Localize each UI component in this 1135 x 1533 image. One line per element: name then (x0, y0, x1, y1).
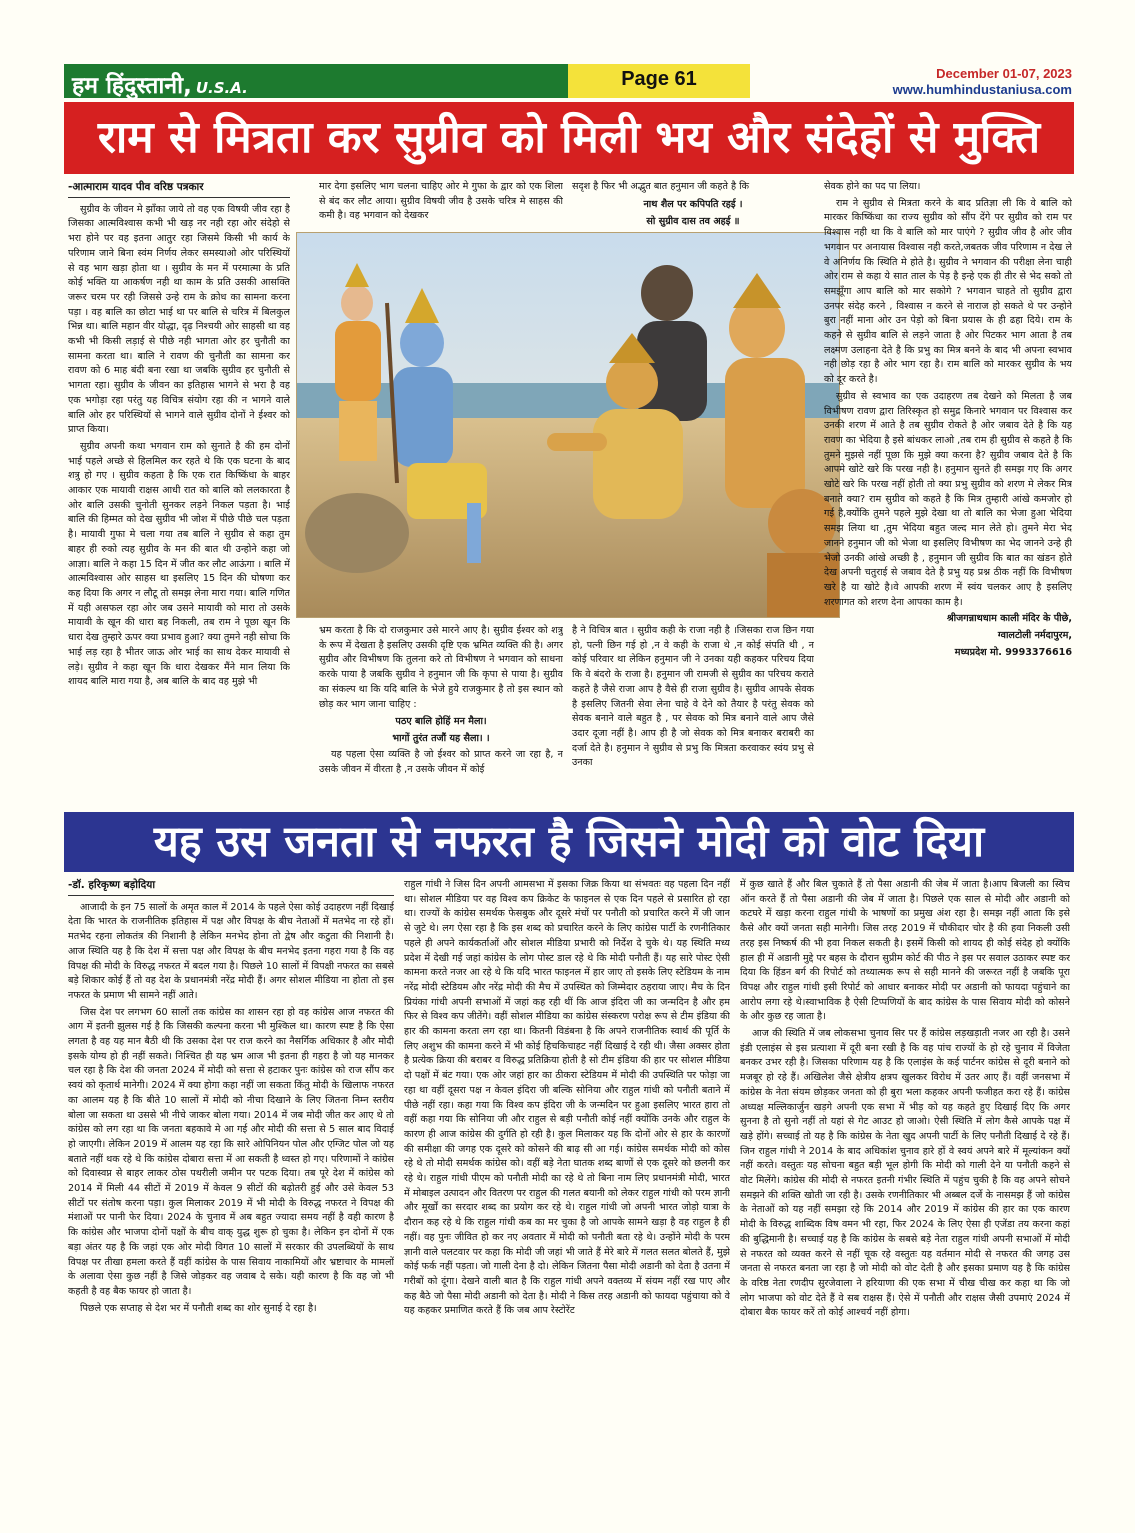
article2-column-2 (404, 878, 730, 1474)
illustration-svg (297, 233, 840, 618)
article2-headline: यह उस जनता से नफरत है जिसने मोदी को वोट दिया (64, 812, 1074, 872)
article1-column-3-bottom (572, 624, 814, 808)
author-contact: मध्यप्रदेश मो. 9993376616 (954, 646, 1072, 658)
article1-paragraph: सुग्रीव अपनी कथा भगवान राम को सुनाते है की हम दोनों भाई पहले अच्छे से हिलमिल कर रहते थे कि एक घटना के बाद शत्रु हो गए । सुग्रीव कहता है कि एक रात किष्किंधा के बाहर आकार एक मायावी राक्षस आधी रात को बालि को ललकारता है ओर बालि उसकी चुनोती सुनकर लड़ने निकल पड़ता है। भाई बालि की हिम्मत को देख सुग्रीव भी जोश में पीछे पीछे चल पड़ता है। मायावी गुफा मे चला गया तब बालि ने सुग्रीव से कहा तुम बाहर ही रुको त्यह सुग्रीव के मन की बात थी उन्होने कहा जो आज्ञा। बालि ने कहा 15 दिन में जीत कर लौट आऊंगा । बालि में आत्मविश्वास ओर साहस था इसलिए 15 दिन की घोषणा कर कह दिया कि अगर न लौटू तो समझ लेना मारा गया। बालि गणित में यही असफल रहा ओर जब उसने मायावी को मारा तो उसके मायावी के खून की धारा बह निकली, तब राम ने पूछा खून कि धारा देख तुम्हारे ऊपर क्या प्रभाव हुआ? क्या तुमने नही सोचा कि भाई लड़ रहा है भीतर जाऊ ओर भाई का साथ देकर मायावी से लड़े। सुग्रीव ने कहा खून कि धारा देखकर मैंने मान लिया कि शायद बालि मारा गया है, अब बालि के बाद वह मुझे भी (68, 440, 290, 688)
verse-line: नाथ शैल पर कपिपति रहई । (643, 198, 743, 210)
article2-paragraph: राहुल गांधी ने जिस दिन अपनी आमसभा में इसका जिक्र किया था संभवतः वह पहला दिन नहीं था। सोशल मीडिया पर वह विश्व कप क्रिकेट के फाइनल से एक दिन पहले से प्रसारित हो रहा था। राज्यों के कांग्रेस समर्थक फेसबुक और दूसरे मंचों पर पनौती को प्रचारित करने में जी जान से जुटे थे। लग ऐसा रहा है कि इस शब्द को प्रचारित करने के लिए कांग्रेस पार्टी के रणनीतिकार पहले ही अपने कार्यकर्ताओं और सोशल मीडिया प्रभारी को निर्देश दे चुके थे। यह स्थिति मध्य प्रदेश में देखी गई जहां कांग्रेस के लोग पोस्ट डाल रहे थे कि मोदी पनौती हैं। यह सारे पोस्ट ऐसी कामना करते नजर आ रहे थे कि यदि भारत फाइनल में हार जाए तो इसके लिए स्टेडियम के नाम नरेंद्र मोदी स्टेडियम और नरेंद्र मोदी की मैच में उपस्थित को जिम्मेदार ठहराया जाए। मैच के दिन प्रियंका गांधी अपनी सभाओं में जहां कह रही थीं कि आज इंदिरा जी का जन्मदिन है और हम फिर से विश्व कप जीतेंगे। वहीं सोशल मीडिया का कांग्रेस संस्करण परोक्ष रूप से टीम इंडिया की हार की कामना करता लग रहा था। कितनी विडंबना है कि अपने राजनीतिक स्वार्थ की पूर्ति के लिए अशुभ की कामना करने में भी कोई हिचकिचाहट नहीं दिखाई दे रही थी। जैसा अक्सर होता है प्रत्येक क्रिया की बराबर व विरुद्ध प्रतिक्रिया होती है सो टीम इंडिया की हार पर सोशल मीडिया दो पक्षों में बंट गया। एक ओर जहां हार का ठीकरा स्टेडियम में मोदी की उपस्थिति पर फोड़ा जा रहा था वहीं दूसरा पक्ष न केवल इंदिरा जी बल्कि सोनिया और राहुल गांधी को पनौती बताने में पीछे नहीं रहा। कहा गया कि विश्व कप इंदिरा जी के जन्मदिन पर हुआ इसलिए भारत हारा तो वहीं कहा गया कि सोनिया जी और राहुल से बड़ी पनौती कोई नहीं क्योंकि उनके और राहुल के कारण ही आज कांग्रेस की दुर्गति हो रही है। कुल मिलाकर यह कि दोनों ओर से हार के कारणों की समीक्षा की जगह एक दूसरे को कोसने की बाढ़ सी आ गई। कांग्रेस समर्थक मोदी को कोस रहे थे तो मोदी समर्थक कांग्रेस को। वहीं बड़े नेता घातक शब्द बाणों से एक दूसरे को छलनी कर रहे थे। राहुल गांधी पीएम को पनौती मोदी का रहे थे तो बिना नाम लिए प्रधानमंत्री मोदी, भारत में मोबाइल उत्पादन और वितरण पर राहुल की गलत बयानी को लेकर राहुल गांधी को परम ज्ञानी और मूर्खों का सरदार शब्द का प्रयोग कर रहे थे। राहुल गांधी जो अपनी भारत जोड़ो यात्रा के दौरान कह रहे थे कि राहुल गांधी कब का मर चुका है जो आपके सामने खड़ा है वह राहुल है ही नहीं। वह पुनः जीवित हो कर नए अवतार में मोदी को पनौती बता रहे थे। उन्होंने मोदी के परम ज्ञानी वाले पलटवार पर कहा कि मोदी जी जहां भी जाते हैं मेरे बारे में गलत सलत बोलते हैं, मुझे कोई फर्क नहीं पड़ता। जो गाली देना है दो। लेकिन जितना पैसा मोदी अडानी को देता है उतना में गरीबों को दूंगा। देखने वाली बात है कि राहुल गांधी अपने वक्तव्य में संयम नहीं रख पाए और कह बैठे जो पैसा मोदी अडानी को देता है। मोदी ने किस तरह अडानी को फायदा पहुंचाया को वे यह कहकर प्रमाणित करते हैं कि जब आप रेस्टोरेंट (404, 879, 730, 1317)
issue-date: December 01-07, 2023 (936, 66, 1072, 81)
verse-line: भागों तुरंत तजौं यह सैला। । (392, 733, 490, 745)
author-address: श्रीजगन्नाथधाम काली मंदिर के पीछे, (946, 613, 1072, 625)
page-number: Page 61 (568, 64, 750, 98)
newspaper-title: हम हिंदुस्तानी, (72, 73, 192, 99)
article1-headline: राम से मित्रता कर सुग्रीव को मिली भय और संदेहों से मुक्ति (64, 102, 1074, 174)
article2-column-3 (740, 878, 1070, 1474)
article2-paragraph: आजादी के इन 75 सालों के अमृत काल में 2014 के पहले ऐसा कोई उदाहरण नहीं दिखाई देता कि भारत के राजनीतिक इतिहास में पक्ष और विपक्ष के बीच नेताओं में मतभेद ना रहे हों। मतभेद रहना लोकतंत्र की निशानी है लेकिन मनभेद होना तो द्वेष और कटुता की निशानी है। आज स्थिति यह है कि देश में सत्ता पक्ष और विपक्ष के बीच मनभेद इतना गहरा गया है कि वह विपक्ष की मोदी के विरुद्ध नफरत में बदल गया है। पिछले 10 सालों में विपक्षी नफरत का सबसे बड़े शिकार कोई हैं तो वह देश के प्रधानमंत्री नरेंद्र मोदी हैं। अगर सोशल मीडिया ना होता तो इस नफरत के प्रमाण भी सामने नहीं आते। (68, 901, 394, 1001)
boulder (305, 493, 409, 573)
article1-column-2-bottom (319, 624, 563, 808)
article1-column-3-top (572, 180, 814, 228)
article1-paragraph: यह पहला ऐसा व्यक्ति है जो ईश्वर को प्राप्त करने जा रहा है, न उसके जीवन में वीरता है ,न उसके जीवन में कोई (319, 749, 563, 775)
website-link[interactable]: www.humhindustaniusa.com (892, 82, 1072, 97)
article1-paragraph: है ने विचित्र बात । सुग्रीव कही के राजा नही है ।जिसका राज छिन गया हो, पत्नी छिन गई हो ,न वे कही के राजा थे ,न कोई संपति थी , न कोई परिवार था लेकिन हनुमान जी ने उनका यही कहकर परिचय दिया कि वे बंदरो के राजा है। हनुमान जी रामजी से सुग्रीव का परिचय कराते कहते है जैसे राजा आप है वैसे ही राजा सुग्रीव है। सुग्रीव आपके सेवक है इसलिए जितनी सेवा लेना चाहे वे देने को तैयार है परंतु सेवक को सेवक बनाने वाले बहुत है , पर सेवक को मित्र बनाने वाले आप जैसे उदार दूजा नहीं है। आप ही है जो सेवक को मित्र बनाकर बराबरी का दर्जा देते है। हनुमान ने सुग्रीव से प्रभु कि मित्रता करवाकर स्वंय प्रभु से उनका (572, 625, 814, 769)
article1-paragraph: भ्रम करता है कि दो राजकुमार उसे मारने आए है। सुग्रीव ईश्वर को शत्रु के रूप में देखता है इसलिए उसकी दृष्टि एक भ्रमित व्यक्ति की है। अगर सुग्रीव और विभीषण कि तुलना करे तो विभीषण ने भगवान को साधना करके पाया है जबकि सुग्रीव ने हनुमान जी कि कृपा से पाया है। सुग्रीव का संकल्प था कि यदि बालि के भेजे हुये राजकुमार है तो इस स्थान को छोड़ कर भाग जाना चाहिए : (319, 625, 563, 710)
article2-paragraph: जिस देश पर लगभग 60 सालों तक कांग्रेस का शासन रहा हो वह कांग्रेस आज नफरत की आग में इतनी झुलस गई है कि जिसकी कल्पना करना भी मुश्किल था। कारण स्पष्ट है कि ऐसा लगता है वह यह मान बैठी थी कि उसका देश पर राज करने का नैसर्गिक अधिकार है और मोदी इसके योग्य हो ही नहीं सकते। निश्चित ही यह भ्रम आज भी इतना ही गहरा है जो यह मानकर चल रहा है कि देश की जनता 2024 में मोदी को सत्ता से हटाकर पुनः कांग्रेस को राज सौंप कर स्वयं को कृतार्थ मानेगी। 2024 में क्या होगा कहा नहीं जा सकता किंतु मोदी के खिलाफ नफरत का आलम यह है कि बीते 10 सालों में मोदी को नीचा दिखाने के लिए जितना निम्न स्तरीय बोला जा सकता था उससे भी नीचे जाकर बोला गया। 2014 में जब मोदी जीत कर आए थे तो कांग्रेस को लग रहा था कि जनता बहकावे मे आ गई और मोदी की सत्ता से 5 साल बाद विदाई हो जाएगी। लेकिन 2019 में आलम यह रहा कि सारे ओपिनियन पोल और एग्जिट पोल जो यह बताते नहीं थक रहे थे कि कांग्रेस दोबारा सत्ता में आ सकती है ध्वस्त हो गए। परिणामों ने कांग्रेस को दिवास्वप्न से बाहर लाकर ठोस पथरीली जमीन पर पटक दिया। तब पूरे देश में कांग्रेस को 2014 में मिली 44 सीटों में 2019 में केवल 9 सीटों की बढ़ोतरी हुई और उसे केवल 53 सीटों पर संतोष करना पड़ा। कुल मिलाकर 2019 में भी मोदी के विरुद्ध नफरत ने विपक्ष की मंशाओं पर पानी फेर दिया। 2024 के चुनाव में अब बहुत ज्यादा समय नहीं है वही कारण है कि कांग्रेस और भाजपा दोनों पक्षों के बीच वाक् युद्ध शुरू हो चुका है। लेकिन इन दोनों में एक बड़ा अंतर यह है कि जहां एक ओर मोदी विगत 10 सालों में सरकार की उपलब्धियों के साथ विपक्ष पर तीखा हमला करते हैं वहीं कांग्रेस के पास सिवाय नाकामियों और भ्रष्टाचार के मामलों के अलावा ऐसा कुछ नहीं है जिसे जोड़कर वह जवाब दे सके। यही कारण है कि वह जो भी कहती है वह बैक फायर हो जाता है। (68, 1006, 394, 1297)
ramayana-illustration (296, 232, 840, 618)
article1-byline: -आत्माराम यादव पीव वरिष्ठ पत्रकार (68, 180, 290, 198)
author-address: ग्वालटोली नर्मदापुरम, (997, 630, 1072, 642)
masthead-title-bar (64, 64, 568, 98)
article1-paragraph: सदृश है फिर भी अद्भुत बात हनुमान जी कहते है कि (572, 181, 749, 192)
article2-byline: -डॉ. हरिकृष्ण बड़ोदिया (68, 878, 394, 896)
verse-line: पठए बालि होहिं मन मैला। (395, 716, 487, 728)
article2-column-1 (68, 878, 394, 1474)
article1-column-2-top (319, 180, 563, 228)
article1-column-4 (824, 180, 1072, 808)
article1-paragraph: सुग्रीव से स्वभाव का एक उदाहरण तब देखने को मिलता है जब विभीषण रावण द्वारा तिरिस्कृत हो समुद्र किनारे भगवान पर विश्वास कर उनकी शरण में आते है तब सुग्रीव रोकते है ओर जबाव देते है कि यह रावण का भेदिया है इसे बांधकर लाओ ,तब राम ही सुग्रीव से कहते है कि तुमने मुझसे नहीं पूछा कि मुझे क्या करना है? सुग्रीव जबाव देते है कि आपमे खोटे खरे कि परख नही है। हनुमान सुनते ही समझ गए कि अगर खोटे खरे कि परख नहीं होती तो क्या प्रभु सुग्रीव को शरण मे लेकर मित्र बनाते क्या? राम सुग्रीव को कहते है कि मित्र तुम्हारी आंखे कमजोर हो गई है,क्योंकि तुमने पहले मुझे देखा था तो बालि का भेजा हुआ भेदिया समझ लिया था ,तुम भेदिया बहुत जल्द मान लेते हो। तुमने मेरा भेद जानने हनुमान जी को भेजा था इसलिए विभीषण का भेद जानने उन्हे ही भेजो उनकी आंखे अच्छी है , हनुमान जी सुग्रीव कि बात का खंडन होते देख अपनी चतुराई से जबाव देते है प्रभु यह प्रश्न ठीक नहीं कि विभीषण खरे है या खोटे है।वे आपकी शरण में स्वंय चलकर आए है इसलिए शरणागत को शरण देना आपका काम है। (824, 390, 1072, 608)
article2-paragraph: में कुछ खाते हैं और बिल चुकाते हैं तो पैसा अडानी की जेब में जाता है।आप बिजली का स्विच ऑन करते हैं तो पैसा अडानी की जेब में जाता है। पिछले एक साल से मोदी और अडानी को कटघरे में खड़ा करना राहुल गांधी के भाषणों का प्रमुख अंश रहा है। समझ नहीं आता कि इसे कैसे और क्यों जनता सही मानेगी। जिस तरह 2019 में चौकीदार चोर है की हवा निकली उसी तरह इस निष्कर्ष की भी हवा निकल सकती है। इसमें किसी को शायद ही कोई संदेह हो क्योंकि हाल ही में अडानी मुद्दे पर बहस के दौरान सुप्रीम कोर्ट की पीठ ने इस पर सवाल उठाकर स्पष्ट कर दिया कि हिंडन बर्ग की रिपोर्ट को तथ्यात्मक रूप से सही मानने की जरूरत नहीं है जबकि पूरा विपक्ष और राहुल गांधी इसी रिपोर्ट को आधार बनाकर मोदी पर अडानी को फायदा पहुंचाने का आरोप लगा रहे थे।स्वाभाविक है ऐसी टिप्पणियों के बाद कांग्रेस के पास सिवाय मोदी को कोसने के और कुछ रह जाता है। (740, 879, 1070, 1023)
masthead (64, 64, 1074, 98)
article2-paragraph: पिछले एक सप्ताह से देश भर में पनौती शब्द का शोर सुनाई दे रहा है। (80, 1302, 317, 1314)
article2-paragraph: आज की स्थिति में जब लोकसभा चुनाव सिर पर हैं कांग्रेस लड़खड़ाती नजर आ रही है। उसने इंडी एलाइंस से इस प्रत्याशा में दूरी बना रखी है कि वह पांच राज्यों के हो रहे चुनाव में विजेता बनकर उभर रही है। जिसका परिणाम यह है कि एलाइंस के कई पार्टनर कांग्रेस से दूरी बनाने को मजबूर हो रहे हैं। अखिलेश जैसे क्षेत्रीय क्षत्रप खुलकर विरोध में उतर आए हैं। वहीं जनसभा में कांग्रेस के नेता संयम छोड़कर जनता को ही बुरा भला कहकर अपनी फजीहत करा रहे हैं। कांग्रेस अध्यक्ष मल्लिकार्जुन खड़गे अपनी एक सभा में भीड़ को यह कहते हुए दिखाई दिए कि अगर सुनना है तो सुनो नहीं तो यहां से गेट आउट हो जाओ। ऐसी स्थिति में लोग कैसे आपके पक्ष में खड़े होंगे। सच्चाई तो यह है कि कांग्रेस के नेता खुद अपनी पार्टी के लिए पनौती दिखाई दे रहे हैं। जिन राहुल गांधी ने 2014 के बाद अधिकांश चुनाव हारे हों वे स्वयं अपने बारे में मूल्यांकन क्यों नहीं करते। वस्तुतः यह सोचना बहुत बड़ी भूल होगी कि मोदी को गाली देने या पनौती कहने से वोट मिलेंगे। कांग्रेस की मोदी से नफरत इतनी गंभीर स्थिति में पहुंच चुकी है कि वह अपने सोचने समझने की शक्ति खोती जा रही है। उसके रणनीतिकार भी अब्बल दर्जे के नासमझ हैं जो कांग्रेस के नेताओं को यह नहीं समझा रहे कि 2014 और 2019 में कांग्रेस की हार का एक कारण मोदी के विरुद्ध शाब्दिक विष वमन भी रहा, फिर 2024 के लिए ऐसा ही एजेंडा तय करना कहां की बुद्धिमानी है। सच्चाई यह है कि कांग्रेस के सबसे बड़े नेता राहुल गांधी अपनी सभाओं में मोदी से नफरत को व्यक्त करने से नहीं चूक रहे वस्तुतः यह वर्तमान मोदी से नफरत की जगह उस जनता से नफरत बनता जा रहा है जो मोदी को वोट देती है और इसका प्रमाण यह है कि कांग्रेस के वरिष्ठ नेता रणदीप सुरजेवाला ने हरियाणा की एक सभा में चीख चीख कर कहा था कि जो लोग भाजपा को वोट देते हैं वे सब राक्षस हैं। ऐसे में पनौती और राक्षस जैसी उपमाएं 2024 में दोबारा बैक फायर करें तो कोई आश्चर्य नहीं होगा। (740, 1028, 1070, 1319)
newspaper-region: U.S.A. (195, 79, 248, 97)
verse-line: सो सुग्रीव दास तव अहई ॥ (646, 215, 740, 227)
article1-paragraph: सुग्रीव के जीवन मे झाँका जाये तो वह एक विषयी जीव रहा है जिसका आत्मविश्वास कभी भी खड़ नर नही रहा ओर संदेहो से भरा होने पर वह इतना आतुर रहा जिसमे किसी भी कार्य के परिणाम जाने बिना स्वंम निर्णय लेकर समस्याओ ओर परिस्थियों से वह भाग खड़ा होता था । सुग्रीव के मन में परमात्मा के प्रति कोई भक्ति या आकर्षण नही था काम के प्रति उसकी आसक्ति जरूर चरम पर रही जिससे उन्हे राम के क्रोध का सामना करना पड़ा । वह बालि का छोटा भाई था पर बालि से चरित्र में बिलकुल भिन्न था। बालि महान वीर योद्धा, दृढ़ निश्चयी ओर साहसी था वह कभी भी किसी लड़ाई से पीछे नही भागता ओर हर चुनौती का सामना करता था। बालि ने रावण की चुनौती का सामना कर रावण को 6 माह बंदी बना रखा था जबकि सुग्रीव हर चुनौती से भागता रहा। सुग्रीव के जीवन का इतिहास भागने से भरा है वह एक भगोड़ा रहा परंतु यह विचित्र संयोग रहा की न भागने वाले बालि ओर हर परिस्थियों से भागने वाले सुग्रीव दोनों ने ईश्वर को प्राप्त किया। (68, 203, 290, 436)
article1-paragraph: मार देगा इसलिए भाग चलना चाहिए ओर मे गुफा के द्वार को एक शिला से बंद कर लौट आया। सुग्रीव विषयी जीव है उसके चरित्र मे साहस की कमी है। वह भगवान को देखकर (319, 181, 563, 222)
article1-paragraph: राम ने सुग्रीव से मित्रता करने के बाद प्रतिज्ञा ली कि वे बालि को मारकर किष्किंधा का राज्य सुग्रीव को सौंप देंगे पर सुग्रीव को राम पर विश्वास नही था कि वे बालि को मार पाएंगे ? सुग्रीव जीव है ओर जीव भगवान पर अनायास विश्वास नही करते,जबतक जीव परिणाम न देख ले वे अनिर्णय कि स्थिति मे होते है। सुग्रीव ने भगवान की परीक्षा लेना चाही ओर राम से कहा ये सात ताल के पेड़ है इन्हे एक ही तीर से भेद सको तो समझूँगा आप बालि को मार सकोगे ? भगवान चाहते तो सुग्रीव द्वारा उनपर संदेह करने , विश्वास न करने से नाराज हो सकते थे पर उन्होने बुरा नहीं माना ओर उन पेड़ो को बिना प्रयास के ही ढहा दिये। राम के कहने से सुग्रीव बालि से लड़ने जाता है ओर पिटकर भाग आता है तब लक्ष्मण उलाहना देते है कि प्रभु का मित्र बनने के बाद भी अपना स्वभाव नही छोड़ रहा है ओर भाग रहा है। राम बालि को मारकर सुग्रीव के भय को दूर करते है। (824, 197, 1072, 386)
article1-paragraph: सेवक होने का पद पा लिया। (824, 181, 921, 192)
article1-column-1 (68, 180, 290, 808)
